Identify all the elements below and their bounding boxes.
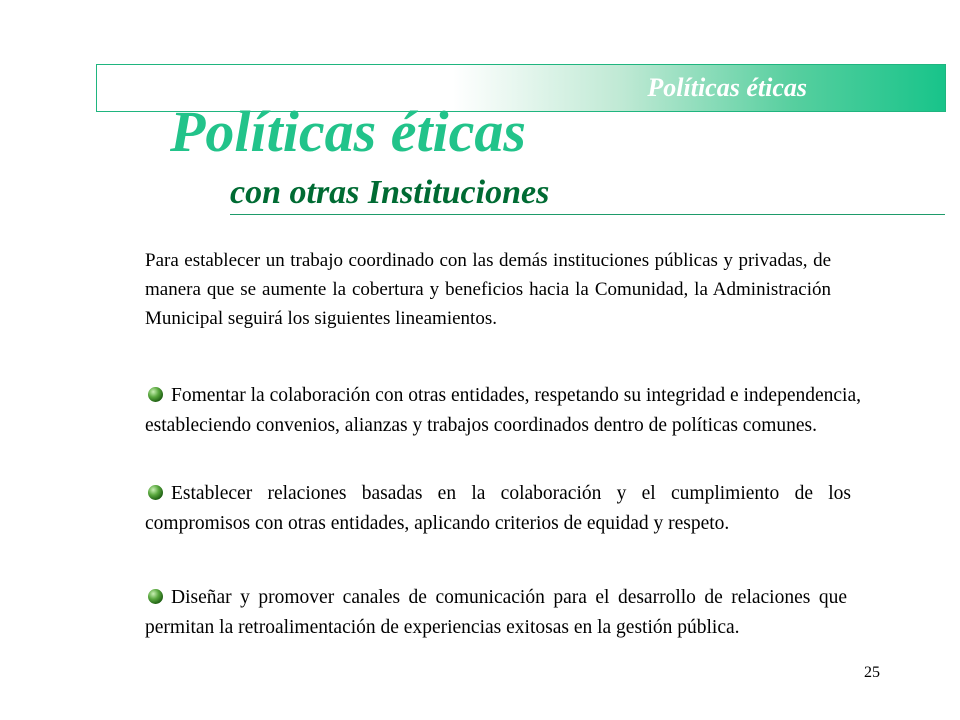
green-sphere-bullet-icon xyxy=(148,485,163,500)
bullet-text-2: Establecer relaciones basadas en la colaboración y el cumplimiento de los compromisos con otras entidades, aplicando criterios de equidad y respeto. xyxy=(145,483,851,534)
green-sphere-bullet-icon xyxy=(148,589,163,604)
page-title: Políticas éticas xyxy=(170,99,526,164)
green-sphere-bullet-icon xyxy=(148,387,163,402)
header-label: Políticas éticas xyxy=(647,73,807,102)
page-subtitle: con otras Instituciones xyxy=(230,174,550,211)
bullet-item-1 xyxy=(145,381,861,441)
bullet-item-2 xyxy=(145,479,851,539)
title-underline xyxy=(230,214,945,215)
bullet-text-1: Fomentar la colaboración con otras entidades, respetando su integridad e independencia, estableciendo convenios, alianzas y trabajos coordinados dentro de políticas comunes. xyxy=(145,385,861,436)
bullet-item-3 xyxy=(145,583,847,643)
bullet-text-3: Diseñar y promover canales de comunicación para el desarrollo de relaciones que permitan la retroalimentación de experiencias exitosas en la gestión pública. xyxy=(145,587,847,638)
intro-paragraph: Para establecer un trabajo coordinado con las demás instituciones públicas y privadas, de manera que se aumente la cobertura y beneficios hacia la Comunidad, la Administración Municipal seguirá los siguientes lineamientos. xyxy=(145,250,831,329)
page-number: 25 xyxy=(864,664,880,681)
